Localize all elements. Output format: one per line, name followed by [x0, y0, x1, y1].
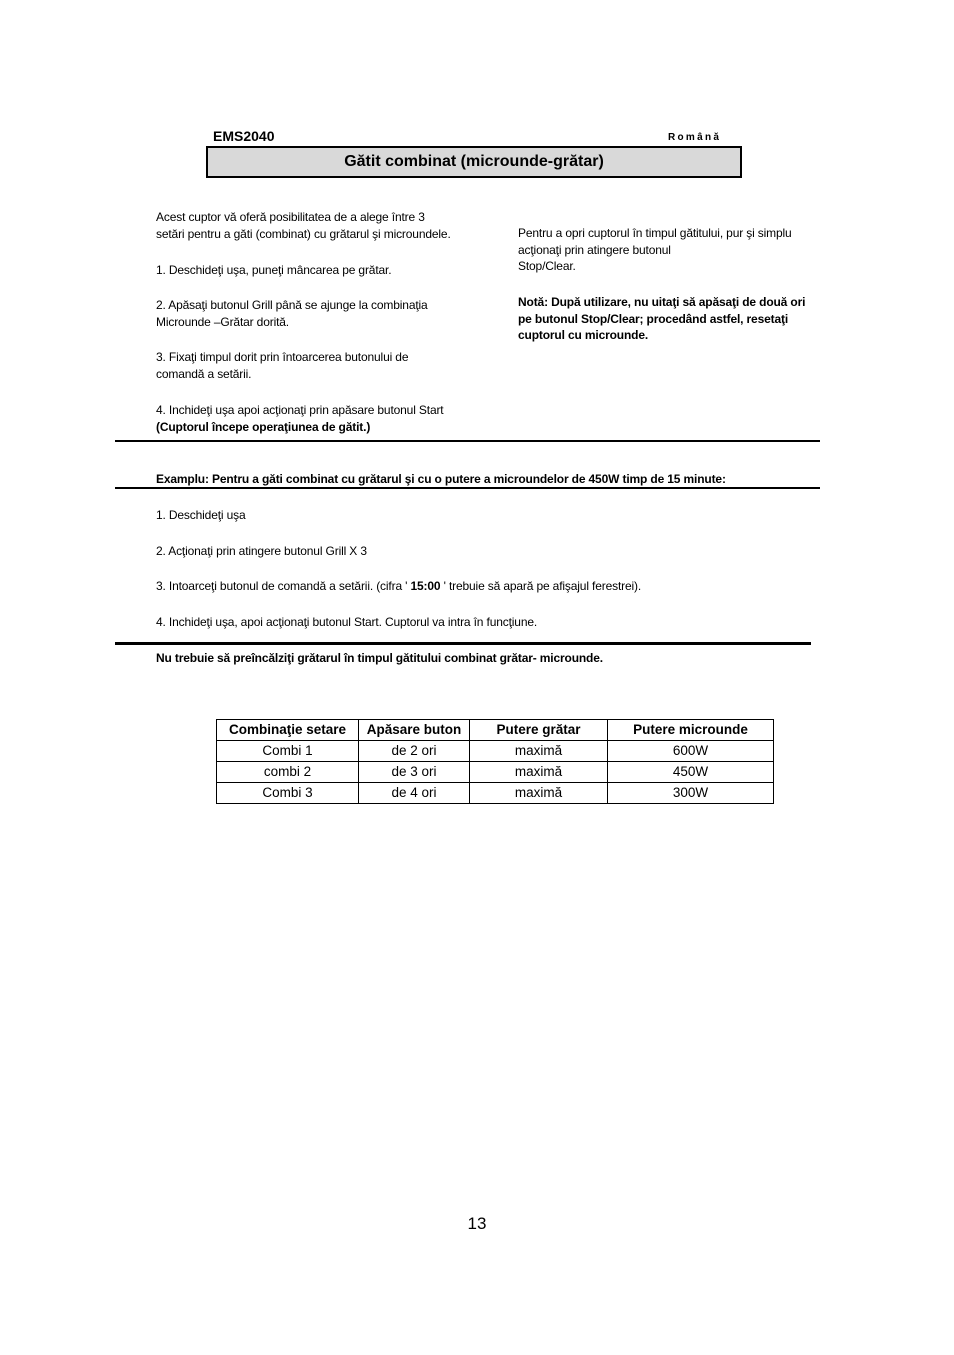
table-cell: de 2 ori: [359, 741, 470, 762]
stop-line-3: Stop/Clear.: [518, 259, 576, 273]
table-cell: 600W: [608, 741, 774, 762]
step-4: [156, 402, 444, 435]
example-step-3-post: ' trebuie să apară pe afişajul ferestrei).: [440, 579, 642, 593]
note-line-1: Notă: După utilizare, nu uitaţi să apăsaţi de două ori: [518, 295, 806, 309]
table-cell: maximă: [470, 762, 608, 783]
divider-3: [115, 642, 811, 645]
table-header-cell: Putere grătar: [470, 720, 608, 741]
example-step-3-pre: 3. Intoarceţi butonul de comandă a setării. (cifra ': [156, 579, 411, 593]
combi-settings-table: [216, 719, 774, 804]
table-cell: Combi 3: [217, 783, 359, 804]
example-heading: Examplu: Pentru a găti combinat cu grătarul şi cu o putere a microundelor de 450W timp de 15 minute:: [156, 472, 726, 486]
example-step-3-time: 15:00: [410, 579, 441, 593]
section-title: Gătit combinat (microunde-grătar): [344, 153, 604, 170]
stop-instructions: [518, 225, 792, 275]
table-cell: de 4 ori: [359, 783, 470, 804]
intro-text: [156, 209, 451, 242]
table-cell: 300W: [608, 783, 774, 804]
step-3-line-1: 3. Fixaţi timpul dorit prin întoarcerea butonului de: [156, 350, 409, 364]
step-4-line-1: 4. Inchideţi uşa apoi acţionaţi prin apăsare butonul Start: [156, 403, 444, 417]
intro-line-1: Acest cuptor vă oferă posibilitatea de a alege între 3: [156, 210, 425, 224]
warning-text: Nu trebuie să preîncălziţi grătarul în timpul gătitului combinat grătar- microunde.: [156, 651, 603, 665]
table-cell: combi 2: [217, 762, 359, 783]
stop-line-1: Pentru a opri cuptorul în timpul gătitului, pur şi simplu: [518, 226, 792, 240]
step-4-line-2: (Cuptorul începe operaţiunea de gătit.): [156, 419, 371, 434]
step-2-line-2: Microunde –Grătar dorită.: [156, 314, 289, 329]
example-step-3: [156, 578, 641, 595]
table-cell: maximă: [470, 741, 608, 762]
step-3: [156, 349, 408, 382]
table-cell: Combi 1: [217, 741, 359, 762]
divider-1: [115, 440, 820, 442]
step-3-line-2: comandă a setării.: [156, 366, 252, 381]
page-number: 13: [467, 1214, 487, 1233]
table-row: [217, 783, 774, 804]
intro-line-2: setări pentru a găti (combinat) cu grătarul şi microundele.: [156, 226, 451, 241]
note-line-3: cuptorul cu microunde.: [518, 328, 649, 342]
step-1: 1. Deschideţi uşa, puneţi mâncarea pe grătar.: [156, 263, 392, 277]
example-step-2: 2. Acţionaţi prin atingere butonul Grill X 3: [156, 544, 367, 558]
table-header-cell: Combinaţie setare: [217, 720, 359, 741]
step-2-line-1: 2. Apăsaţi butonul Grill până se ajunge la combinaţia: [156, 298, 428, 312]
table-cell: de 3 ori: [359, 762, 470, 783]
divider-2: [115, 487, 820, 489]
note-line-2: pe butonul Stop/Clear; procedând astfel, resetaţi: [518, 311, 789, 326]
table-cell: 450W: [608, 762, 774, 783]
table-header-cell: Putere microunde: [608, 720, 774, 741]
stop-line-2: acţionaţi prin atingere butonul: [518, 242, 671, 257]
language-label: Română: [668, 132, 722, 143]
example-step-4: 4. Inchideţi uşa, apoi acţionaţi butonul Start. Cuptorul va intra în funcţiune.: [156, 615, 538, 629]
step-2: [156, 297, 428, 330]
table-row: [217, 741, 774, 762]
table-cell: maximă: [470, 783, 608, 804]
example-step-1: 1. Deschideţi uşa: [156, 508, 246, 522]
table-header-cell: Apăsare buton: [359, 720, 470, 741]
table-header-row: [217, 720, 774, 741]
model-number: EMS2040: [213, 128, 275, 144]
note-text: [518, 294, 805, 344]
section-title-box: [206, 146, 742, 178]
table-row: [217, 762, 774, 783]
